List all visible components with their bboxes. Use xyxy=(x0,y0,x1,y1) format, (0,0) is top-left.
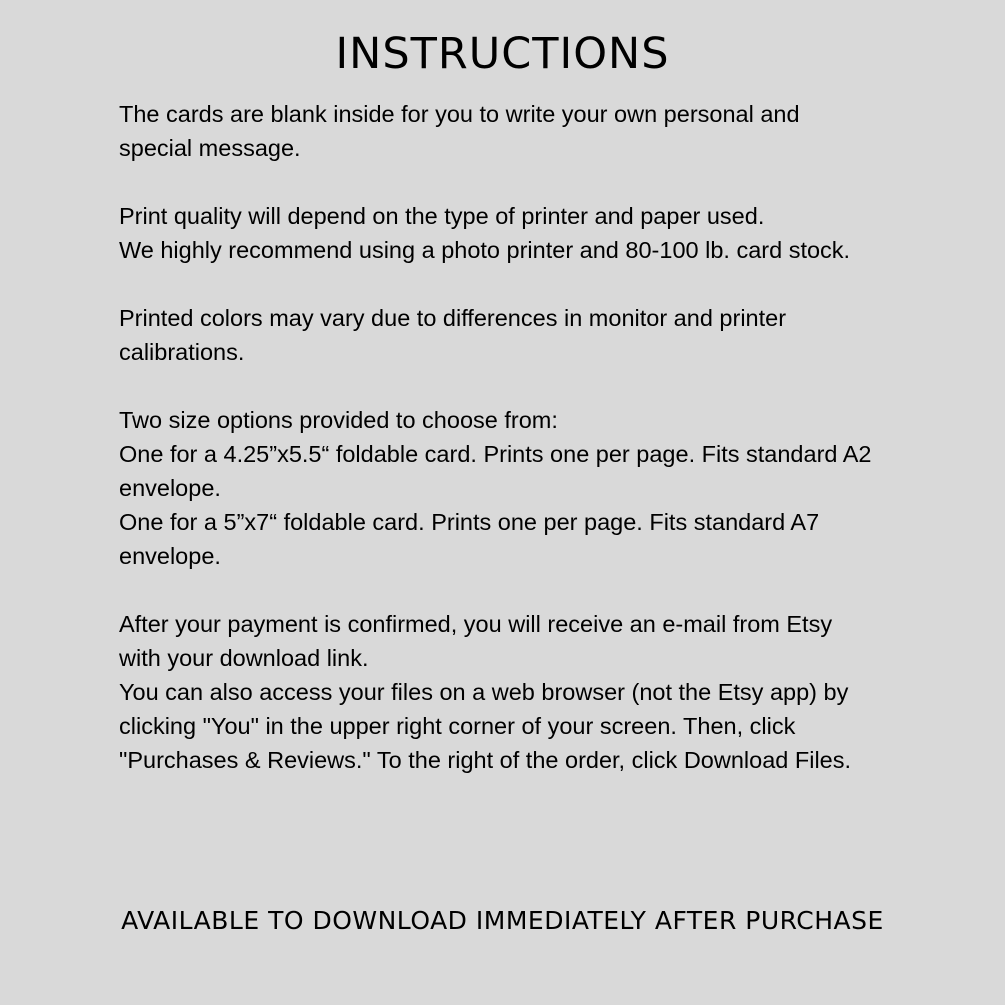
paragraph-size-options xyxy=(119,403,879,573)
paragraph-blank-cards xyxy=(119,97,879,165)
paragraph-line: One for a 5”x7“ foldable card. Prints one per page. Fits standard A7 envelope. xyxy=(119,509,820,569)
page-title: INSTRUCTIONS xyxy=(335,29,670,79)
paragraph-print-quality xyxy=(119,199,879,267)
paragraph-download xyxy=(119,607,879,777)
paragraph-line: After your payment is confirmed, you will receive an e-mail from Etsy with your download link. xyxy=(119,611,833,671)
download-notice: AVAILABLE TO DOWNLOAD IMMEDIATELY AFTER PURCHASE xyxy=(121,906,884,935)
paragraph-line: Two size options provided to choose from: xyxy=(119,407,558,433)
instructions-body xyxy=(119,97,879,777)
paragraph-line: Printed colors may vary due to differences in monitor and printer calibrations. xyxy=(119,305,787,365)
paragraph-line: Print quality will depend on the type of printer and paper used. xyxy=(119,203,765,229)
paragraph-colors xyxy=(119,301,879,369)
paragraph-line: You can also access your files on a web browser (not the Etsy app) by clicking "You" in the upper right corner of your screen. Then, click "Purchases & Reviews." To the right of the order, click Download Files. xyxy=(119,679,852,773)
paragraph-line: One for a 4.25”x5.5“ foldable card. Prints one per page. Fits standard A2 envelope. xyxy=(119,441,872,501)
paragraph-line: We highly recommend using a photo printer and 80-100 lb. card stock. xyxy=(119,237,851,263)
paragraph-line: The cards are blank inside for you to write your own personal and special message. xyxy=(119,101,800,161)
